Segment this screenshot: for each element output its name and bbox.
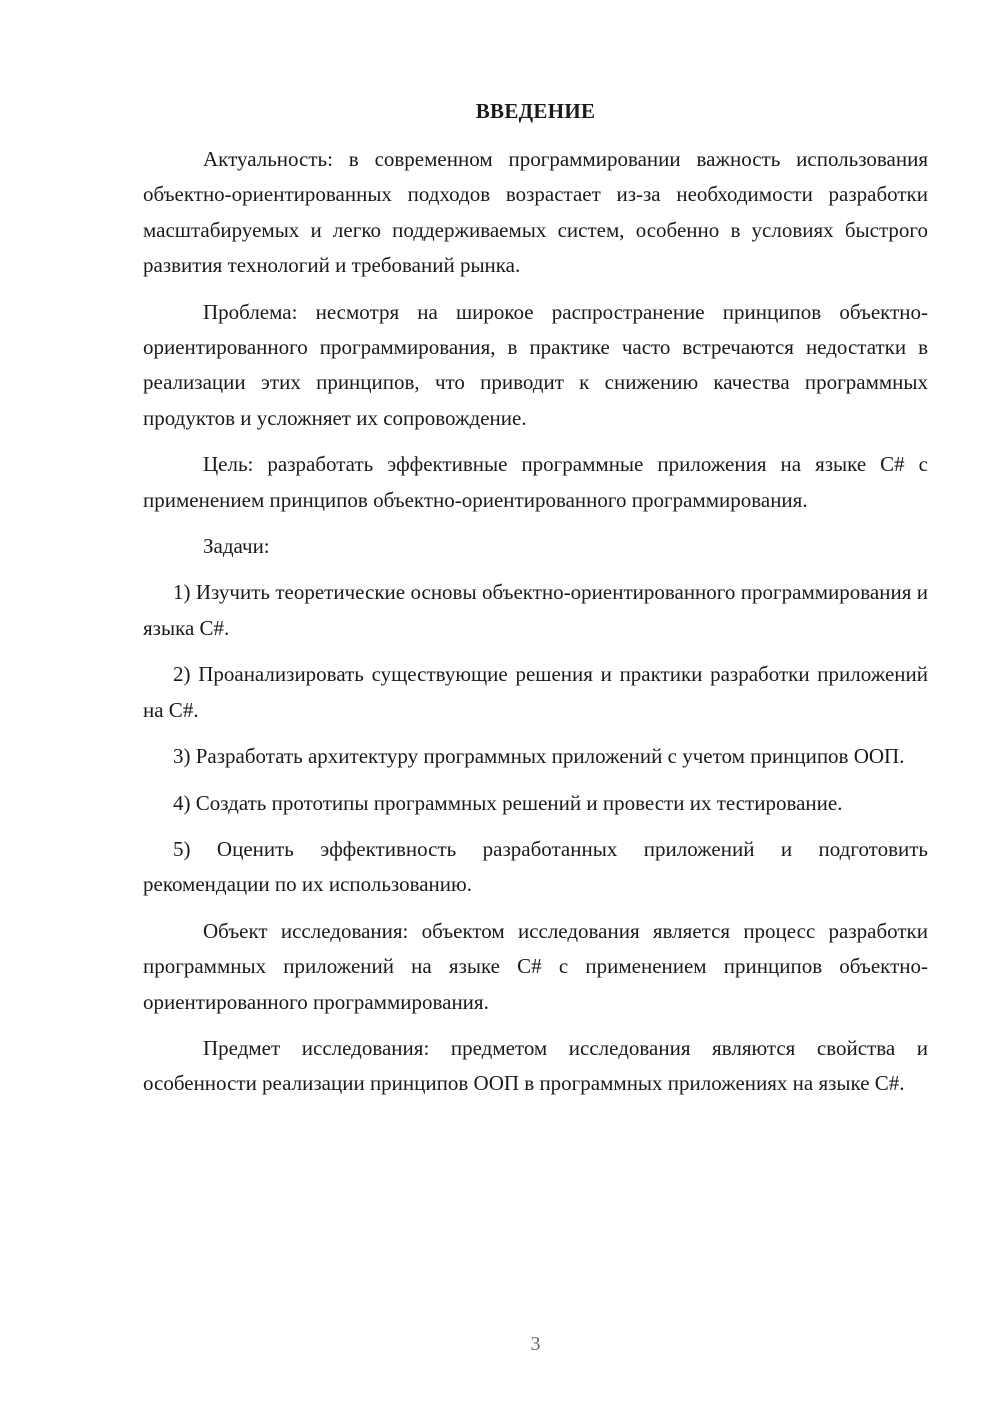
task-item-4: 4) Создать прототипы программных решений и провести их тестирование. [173, 790, 843, 815]
document-page [143, 0, 928, 1414]
task-item-1: 1) Изучить теоретические основы объектно-ориентированного программирования и языка C#. [143, 580, 928, 640]
paragraph-relevance: Актуальность: в современном программировании важность использования объектно-ориентированных подходов возрастает из-за необходимости разработки масштабируемых и легко поддерживаемых систем, особенно в условиях быстрого развития технологий и требований рынка. [143, 147, 928, 278]
task-item-5: 5) Оценить эффективность разработанных приложений и подготовить рекомендации по их использованию. [143, 836, 928, 897]
paragraph-object: Объект исследования: объектом исследования является процесс разработки программных приложений на языке C# с применением принципов объектно-ориентированного программирования. [143, 918, 928, 1014]
tasks-label: Задачи: [203, 534, 270, 559]
document-body [143, 142, 928, 1113]
page-number: 3 [530, 1333, 541, 1355]
paragraph-problem: Проблема: несмотря на широкое распространение принципов объектно-ориентированного программирования, в практике часто встречаются недостатки в реализации этих принципов, что приводит к снижению качества программных продуктов и усложняет их сопровождение. [143, 299, 928, 430]
paragraph-subject: Предмет исследования: предметом исследования являются свойства и особенности реализации принципов ООП в программных приложениях на языке C#. [143, 1035, 928, 1096]
task-item-3: 3) Разработать архитектуру программных приложений с учетом принципов ООП. [173, 744, 905, 769]
page-title: ВВЕДЕНИЕ [475, 99, 596, 123]
task-item-2: 2) Проанализировать существующие решения и практики разработки приложений на C#. [143, 662, 928, 722]
paragraph-goal: Цель: разработать эффективные программные приложения на языке C# с применением принципов объектно-ориентированного программирования. [143, 452, 928, 512]
